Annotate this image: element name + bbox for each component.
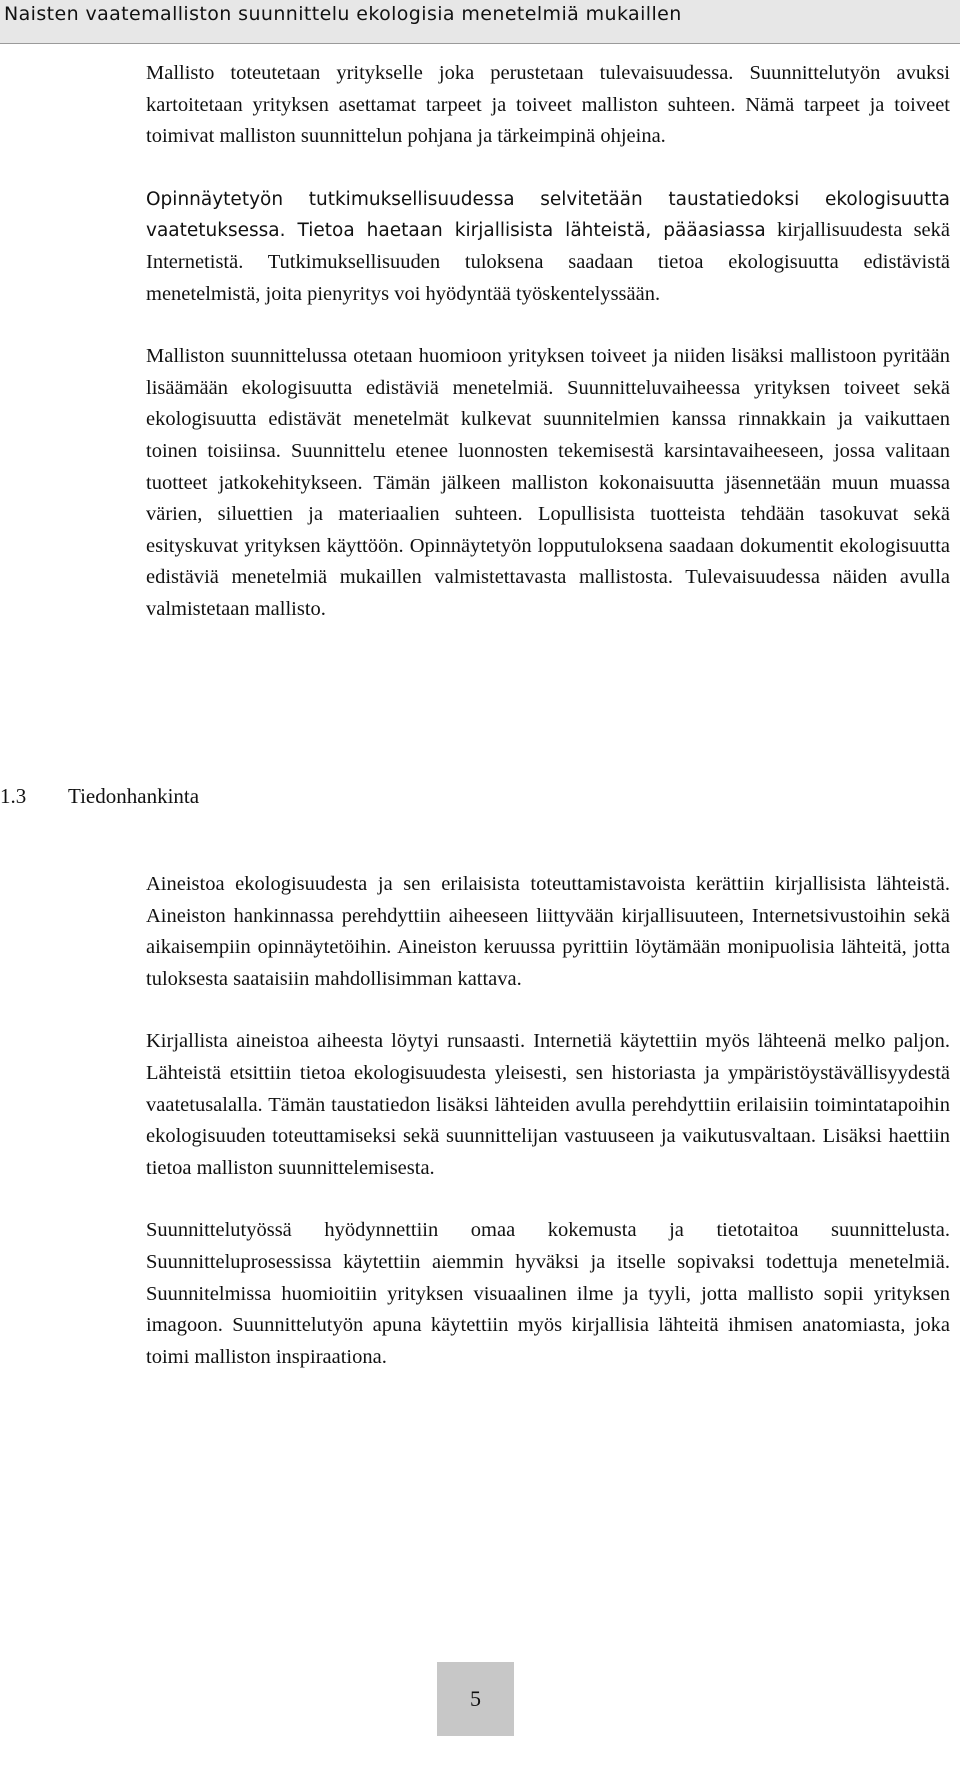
section-title: Tiedonhankinta (68, 784, 200, 808)
section-body (146, 869, 950, 1373)
intro-paragraph-2-serif-part: kirjallisuudesta sekä Internetistä. Tutkimuksellisuuden tuloksena saadaan tietoa ekologisuutta edistävistä menetelmistä, joita pienyritys voi hyödyntää työskentelyssään. (146, 219, 950, 305)
running-header (0, 0, 960, 44)
section-number: 1.3 (0, 784, 27, 808)
section-heading (0, 780, 400, 812)
section-paragraph-3: Suunnittelutyössä hyödynnettiin omaa kokemusta ja tietotaitoa suunnittelusta. Suunnitteluprosessissa käytettiin aiemmin hyväksi ja itselle sopivaksi todettuja menetelmiä. Suunnitelmissa huomioitiin yrityksen visuaalinen ilme ja tyyli, jotta mallisto sopii yrityksen imagoon. Suunnittelutyön apuna käytettiin myös kirjallisia lähteitä ihmisen anatomiasta, joka toimi malliston inspiraationa. (146, 1219, 950, 1368)
page-number-box (437, 1662, 514, 1736)
section-paragraph-2: Kirjallista aineistoa aiheesta löytyi runsaasti. Internetiä käytettiin myös lähteenä melko paljon. Lähteistä etsittiin tietoa ekologisuudesta yleisesti, sen historiasta ja ympäristöystävällisyydestä vaatetusalalla. Tämän taustatiedon lisäksi lähteiden avulla perehdyttiin erilaisiin toimintatapoihin ekologisuuden toteuttamiseksi sekä suunnittelijan vastuuseen ja vaikutusvaltaan. Lisäksi haettiin tietoa malliston suunnittelemisesta. (146, 1030, 950, 1179)
intro-paragraph-1: Mallisto toteutetaan yritykselle joka perustetaan tulevaisuudessa. Suunnittelutyön avuksi kartoitetaan yrityksen asettamat tarpeet ja toiveet malliston suhteen. Nämä tarpeet ja toiveet toimivat malliston suunnittelun pohjana ja tärkeimpinä ohjeina. (146, 62, 950, 148)
document-title: Naisten vaatemalliston suunnittelu ekologisia menetelmiä mukaillen (4, 3, 682, 25)
intro-paragraph-2 (146, 184, 950, 310)
intro-body (146, 58, 950, 626)
intro-paragraph-3: Malliston suunnittelussa otetaan huomioon yrityksen toiveet ja niiden lisäksi mallistoon pyritään lisäämään ekologisuutta edistäviä menetelmiä. Suunnitteluvaiheessa yrityksen toiveet sekä ekologisuutta edistävät menetelmät kulkevat suunnitelmien kanssa rinnakkain ja vaikuttaen toinen toisiinsa. Suunnittelu etenee luonnosten tekemisestä karsintavaiheeseen, jossa valitaan tuotteet jatkokehitykseen. Tämän jälkeen malliston kokonaisuutta jäsennetään muun muassa värien, siluettien ja materiaalien suhteen. Lopullisista tuotteista tehdään tasokuvat sekä esityskuvat yrityksen käyttöön. Opinnäytetyön lopputuloksena saadaan dokumentit ekologisuutta edistäviä menetelmiä mukaillen valmistettavasta mallistosta. Tulevaisuudessa näiden avulla valmistetaan mallisto. (146, 345, 950, 620)
intro-paragraph-2-sans-part: Opinnäytetyön tutkimuksellisuudessa selvitetään taustatiedoksi ekologisuutta vaatetuksessa. Tietoa haetaan kirjallisista lähteistä, pääasiassa (146, 188, 950, 242)
section-paragraph-1: Aineistoa ekologisuudesta ja sen erilaisista toteuttamistavoista kerättiin kirjallisista lähteistä. Aineiston hankinnassa perehdyttiin aiheeseen liittyvään kirjallisuuteen, Internetsivustoihin sekä aikaisempiin opinnäytetöihin. Aineiston keruussa pyrittiin löytämään monipuolisia lähteitä, jotta tuloksesta saataisiin mahdollisimman kattava. (146, 873, 950, 990)
page-number: 5 (470, 1686, 481, 1711)
